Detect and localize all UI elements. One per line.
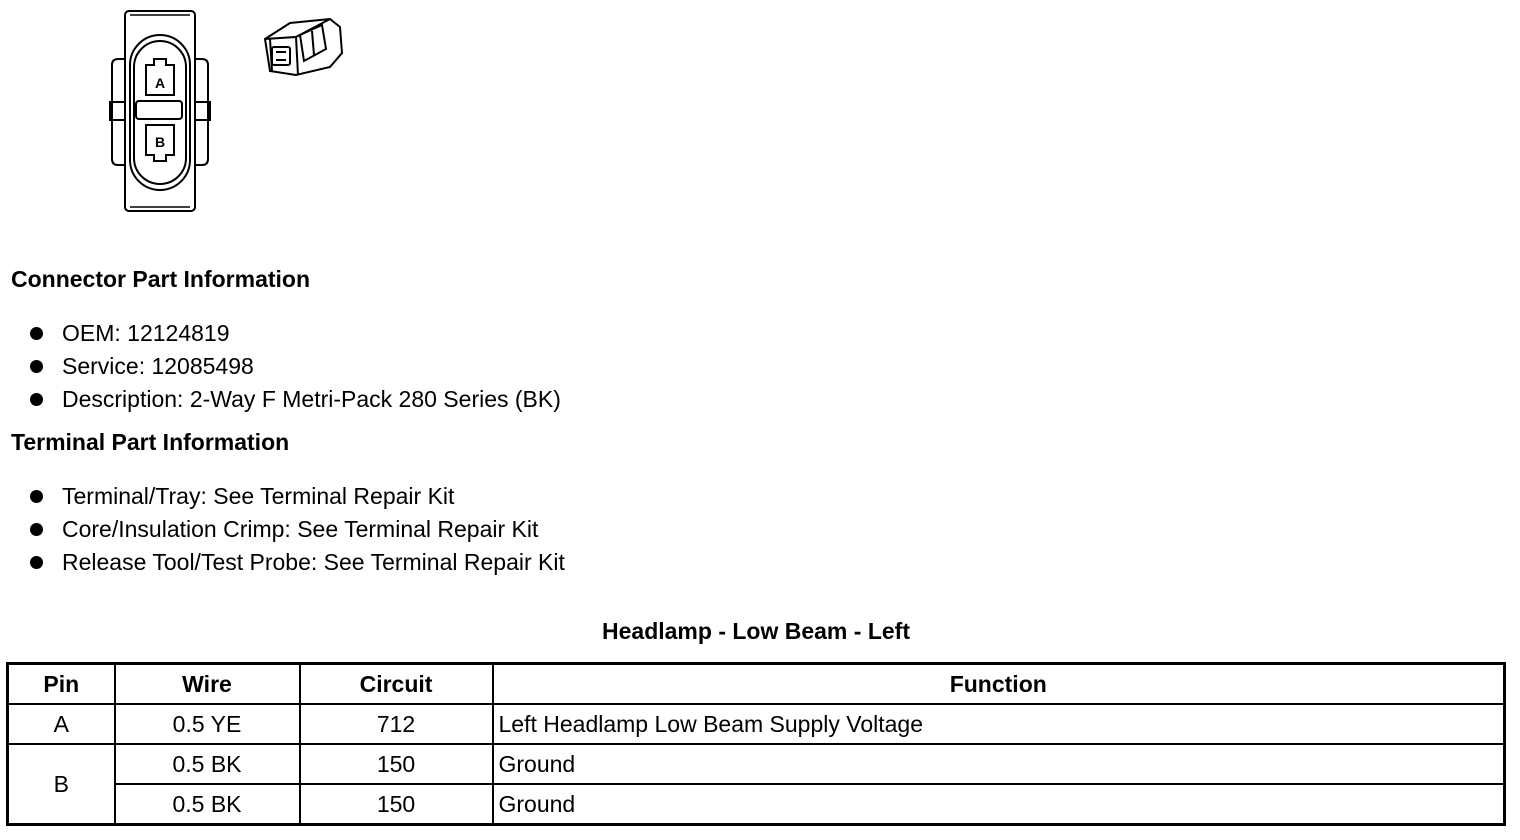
bullet-icon	[30, 523, 43, 536]
bullet-icon	[30, 327, 43, 340]
list-item	[30, 383, 561, 416]
connector-isometric-illustration	[265, 19, 342, 75]
list-item	[30, 480, 565, 513]
list-item-text: Core/Insulation Crimp: See Terminal Repair Kit	[62, 516, 539, 542]
table-row	[8, 704, 1505, 744]
table-header-row	[8, 664, 1505, 705]
list-item-text: Description: 2-Way F Metri-Pack 280 Series (BK)	[62, 386, 561, 412]
cell-function: Left Headlamp Low Beam Supply Voltage	[493, 704, 1505, 744]
header-pin: Pin	[8, 664, 115, 705]
cell-function: Ground	[493, 744, 1505, 784]
list-item-text: Release Tool/Test Probe: See Terminal Repair Kit	[62, 549, 565, 575]
bullet-icon	[30, 360, 43, 373]
cell-pin: A	[8, 704, 115, 744]
cell-pin: B	[8, 744, 115, 825]
cavity-label-b: B	[154, 134, 166, 150]
list-item	[30, 546, 565, 579]
header-function: Function	[493, 664, 1505, 705]
list-item	[30, 317, 561, 350]
list-item-text: OEM: 12124819	[62, 320, 230, 346]
cell-circuit: 150	[300, 784, 493, 825]
table-title: Headlamp - Low Beam - Left	[602, 618, 910, 644]
cell-circuit: 712	[300, 704, 493, 744]
connector-face-view-illustration	[100, 5, 370, 220]
cell-wire: 0.5 BK	[115, 744, 300, 784]
list-item-text: Terminal/Tray: See Terminal Repair Kit	[62, 483, 455, 509]
bullet-icon	[30, 490, 43, 503]
cell-circuit: 150	[300, 744, 493, 784]
cell-wire: 0.5 YE	[115, 704, 300, 744]
connector-drawings	[100, 5, 370, 220]
header-wire: Wire	[115, 664, 300, 705]
cell-wire: 0.5 BK	[115, 784, 300, 825]
list-item-text: Service: 12085498	[62, 353, 254, 379]
bullet-icon	[30, 556, 43, 569]
connector-part-info-heading: Connector Part Information	[11, 266, 311, 292]
pinout-table	[6, 662, 1506, 826]
terminal-part-info-heading: Terminal Part Information	[11, 429, 290, 455]
table-row	[8, 784, 1505, 825]
table-row	[8, 744, 1505, 784]
connector-part-info-list	[30, 317, 561, 416]
cell-function: Ground	[493, 784, 1505, 825]
cavity-label-a: A	[154, 75, 166, 91]
list-item	[30, 350, 561, 383]
header-circuit: Circuit	[300, 664, 493, 705]
terminal-part-info-list	[30, 480, 565, 579]
list-item	[30, 513, 565, 546]
bullet-icon	[30, 393, 43, 406]
